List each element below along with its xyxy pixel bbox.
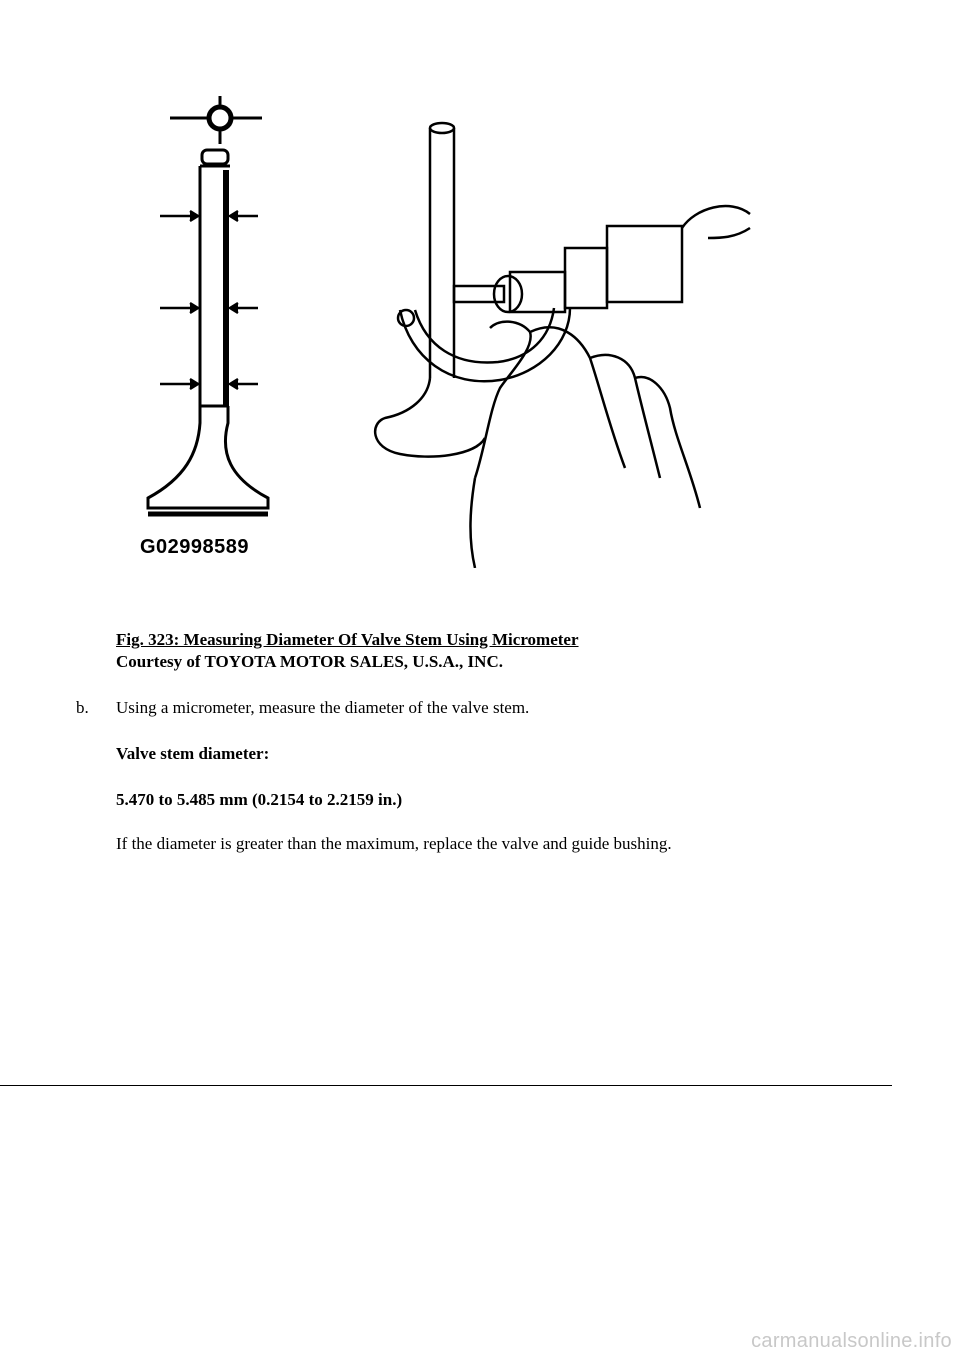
step-text: Using a micrometer, measure the diameter of the valve stem. <box>116 698 530 717</box>
procedure-note: If the diameter is greater than the maximum, replace the valve and guide bushing. <box>116 834 672 853</box>
watermark: carmanualsonline.info <box>751 1330 952 1352</box>
spec-label: Valve stem diameter: <box>116 744 270 763</box>
figure-code: G02998589 <box>140 536 250 558</box>
valve-diagram <box>148 96 268 514</box>
micrometer-drawing <box>375 123 750 568</box>
step-letter: b. <box>76 698 89 717</box>
figure-caption-title[interactable]: Fig. 323: Measuring Diameter Of Valve Stem Using Micrometer <box>116 630 579 649</box>
figure-courtesy: Courtesy of TOYOTA MOTOR SALES, U.S.A., INC. <box>116 652 503 671</box>
page-divider <box>0 1085 892 1086</box>
spec-value: 5.470 to 5.485 mm (0.2154 to 2.2159 in.) <box>116 790 403 809</box>
valve-stem-illustration <box>130 88 770 568</box>
